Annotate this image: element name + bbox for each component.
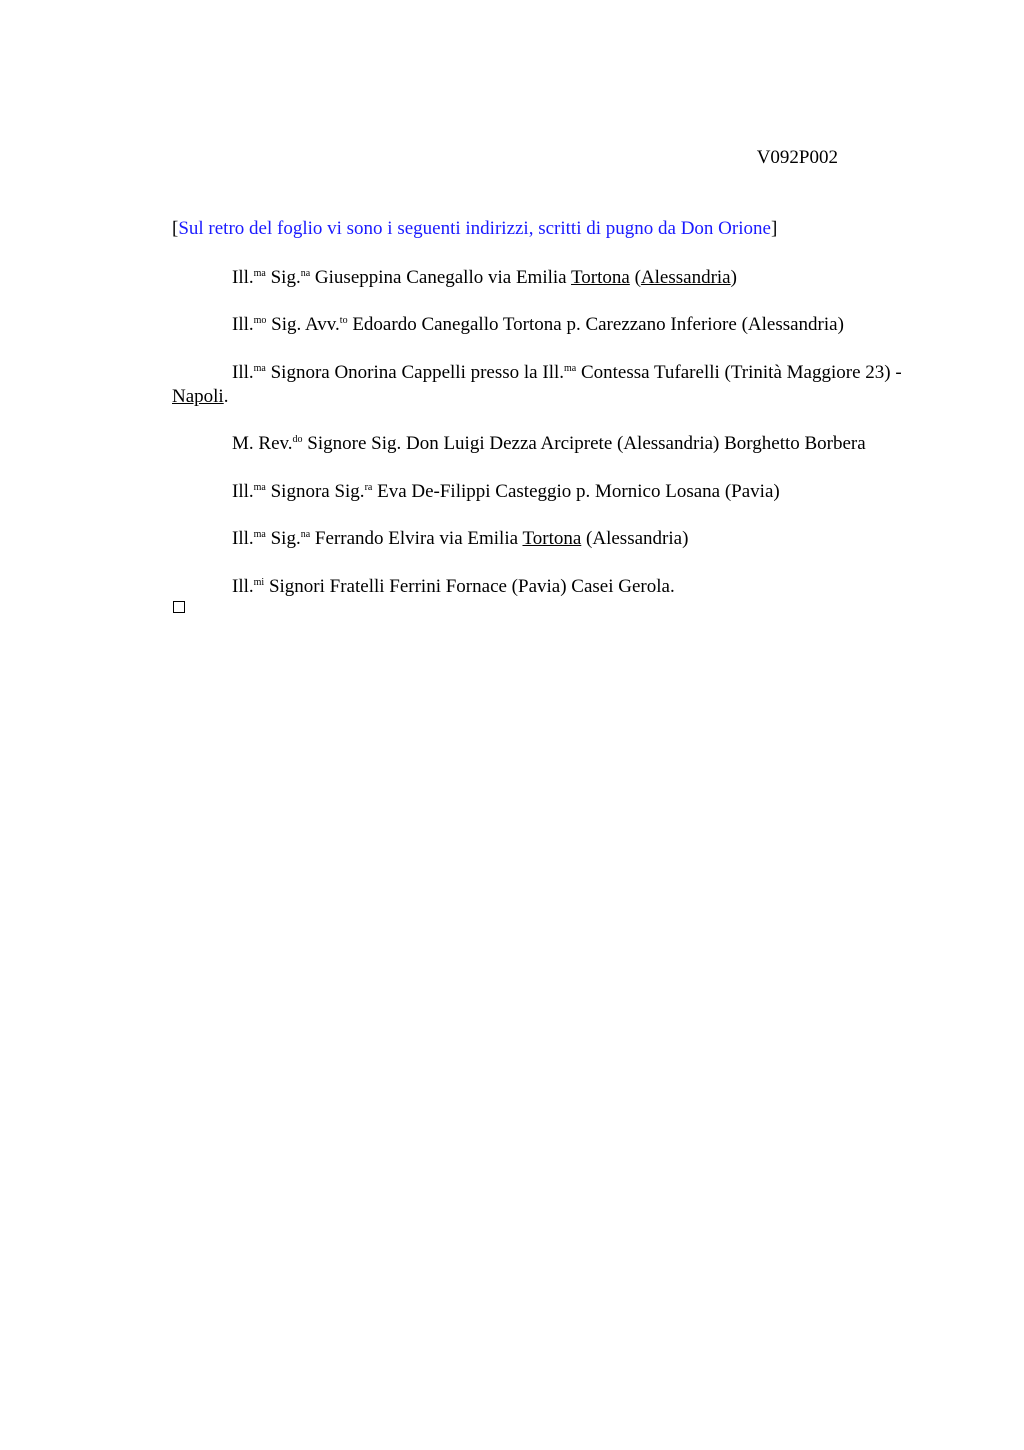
address-text: .: [223, 386, 229, 407]
address-text: Ill.: [232, 528, 254, 549]
address-text: Ferrando Elvira via Emilia: [310, 528, 523, 549]
abbrev-superscript: ma: [253, 268, 266, 279]
abbrev-superscript: ra: [364, 482, 373, 493]
abbrev-superscript: na: [300, 268, 311, 279]
address-text: (Alessandria): [581, 528, 689, 549]
address-text: Signori Fratelli Ferrini Fornace (Pavia) Casei Gerola.: [264, 576, 675, 597]
address-4: [172, 432, 932, 456]
address-text: Ill.: [232, 314, 254, 335]
address-7: [172, 575, 932, 599]
address-text: Sig.: [265, 528, 301, 549]
address-text: Eva De-Filippi Casteggio p. Mornico Losana (Pavia): [372, 481, 780, 502]
address-text: Signora Sig.: [265, 481, 365, 502]
abbrev-superscript: do: [292, 434, 303, 445]
address-text: Sig.: [265, 267, 301, 288]
address-1: [172, 266, 932, 290]
underlined-place: Tortona: [522, 528, 582, 549]
address-text: Ill.: [232, 481, 254, 502]
address-2: [172, 313, 932, 337]
abbrev-superscript: mi: [253, 577, 265, 588]
underlined-place: Tortona: [571, 267, 630, 288]
note-open-bracket: [: [172, 218, 179, 239]
abbrev-superscript: na: [300, 529, 311, 540]
address-text: Signore Sig. Don Luigi Dezza Arciprete (Alessandria) Borghetto Borbera: [302, 433, 866, 454]
address-6: [172, 527, 932, 551]
abbrev-superscript: ma: [564, 363, 577, 374]
address-text: Ill.: [232, 362, 254, 383]
address-5: [172, 480, 932, 504]
abbrev-superscript: ma: [253, 529, 266, 540]
underlined-place: Napoli: [172, 386, 224, 407]
underlined-place: Alessandria: [640, 267, 731, 288]
address-text: Signora Onorina Cappelli presso la Ill.: [265, 362, 564, 383]
address-text: Ill.: [232, 576, 254, 597]
note-close-bracket: ]: [770, 218, 778, 239]
note-text: Sul retro del foglio vi sono i seguenti indirizzi, scritti di pugno da Don Orione: [178, 218, 771, 239]
end-of-document-box-icon: [173, 601, 185, 613]
abbrev-superscript: mo: [253, 315, 267, 326]
address-text: Giuseppina Canegallo via Emilia: [310, 267, 572, 288]
address-text: (: [629, 267, 641, 288]
address-text: Edoardo Canegallo Tortona p. Carezzano Inferiore (Alessandria): [347, 314, 844, 335]
address-text: Sig. Avv.: [266, 314, 340, 335]
abbrev-superscript: to: [339, 315, 348, 326]
address-text: ): [730, 267, 737, 288]
address-3: [172, 361, 932, 409]
abbrev-superscript: ma: [253, 482, 266, 493]
editor-note: [172, 218, 777, 240]
page-code: V092P002: [756, 147, 838, 168]
address-text: M. Rev.: [232, 433, 293, 454]
address-text: Contessa Tufarelli (Trinità Maggiore 23) -: [576, 362, 902, 383]
abbrev-superscript: ma: [253, 363, 266, 374]
address-text: Ill.: [232, 267, 254, 288]
